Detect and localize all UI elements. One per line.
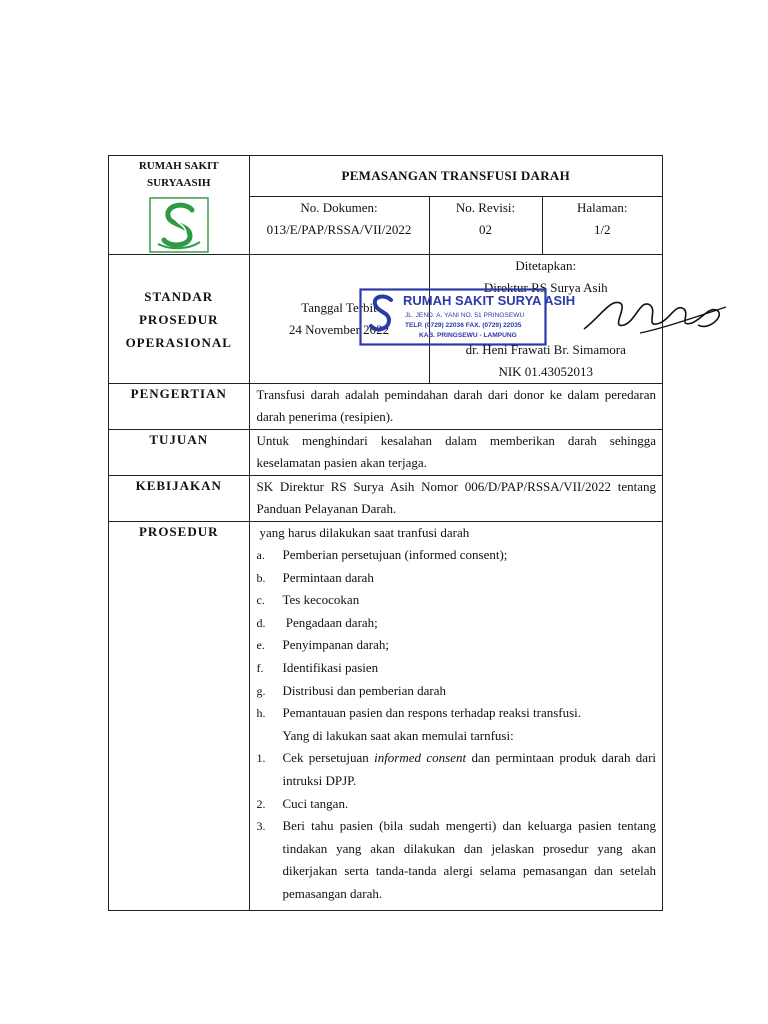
stamp-logo-icon (371, 297, 391, 330)
kebijakan-text: SK Direktur RS Surya Asih Nomor 006/D/PAP/RSSA/VII/2022 tentang Panduan Pelayanan Darah. (249, 476, 662, 522)
no-revisi-cell (429, 196, 542, 254)
prosedur-item (257, 612, 657, 635)
no-revisi-value: 02 (479, 221, 492, 237)
prosedur-item (257, 567, 657, 590)
prosedur-label: PROSEDUR (109, 522, 249, 910)
prosedur-item-text: Identifikasi pasien (282, 659, 379, 675)
stamp-telp: TELP. (0729) 22036 FAX. (0729) 22035 (405, 322, 522, 329)
tanggal-terbit-label: Tanggal Terbit (301, 300, 377, 315)
step-text-pre: Beri tahu pasien (bila sudah mengerti) dan keluarga pasien tentang tindakan yang akan dilakukan dan jelaskan prosedur yang akan dikerjakan serta tanda-tanda alergi selama pemasangan dan setelah pemasangan darah. (282, 818, 660, 901)
step-text-post: dan permintaan produk darah dari intruksi DPJP. (282, 750, 660, 788)
kebijakan-label: KEBIJAKAN (109, 476, 249, 522)
prosedur-item-marker: a. (256, 548, 265, 562)
step-text (282, 747, 660, 792)
prosedur-item (257, 702, 657, 725)
prosedur-item-text: Pemantauan pasien dan respons terhadap reaksi transfusi. (282, 705, 582, 721)
step-item (257, 793, 657, 816)
prosedur-item-text: Distribusi dan pemberian darah (282, 682, 447, 698)
stamp-address: JL. JEND. A. YANI NO. 51 PRINGSEWU (405, 312, 525, 319)
prosedur-item-marker: h. (256, 706, 266, 721)
document-title: PEMASANGAN TRANSFUSI DARAH (249, 156, 662, 196)
signature-icon (580, 289, 730, 341)
prosedur-item-text: Pengadaan darah; (282, 614, 378, 630)
tujuan-text: Untuk menghindari kesalahan dalam memberikan darah sehingga keselamatan pasien akan terjaga. (249, 430, 662, 476)
step-marker: 2. (256, 796, 266, 811)
prosedur-item-text: Permintaan darah (282, 569, 374, 585)
sop-label-line1: STANDAR (144, 288, 214, 304)
prosedur-item-text: Penyimpanan darah; (282, 637, 389, 653)
ditetapkan-label: Ditetapkan: (515, 258, 577, 273)
prosedur-item-marker: b. (256, 570, 266, 585)
prosedur-item-marker: e. (256, 638, 265, 653)
step-text (282, 815, 660, 905)
no-revisi-label: No. Revisi: (455, 199, 516, 215)
hospital-name-line2: SURYAASIH (147, 177, 211, 189)
prosedur-item (257, 680, 657, 703)
hospital-name (109, 156, 249, 192)
prosedur-item (257, 634, 657, 657)
sop-label (109, 255, 249, 384)
tanggal-terbit-value: 24 November 2022 (288, 322, 390, 337)
step-text-pre: Cuci tangan. (282, 795, 349, 811)
prosedur-intro: yang harus dilakukan saat tranfusi darah (259, 525, 470, 540)
stamp-name: RUMAH SAKIT SURYA ASIH (403, 293, 576, 308)
pengertian-label: PENGERTIAN (109, 384, 249, 430)
sop-document (108, 155, 663, 911)
halaman-label: Halaman: (576, 199, 628, 215)
prosedur-item-text: Pemberian persetujuan (informed consent); (282, 547, 508, 562)
hospital-name-line1: RUMAH SAKIT (138, 160, 219, 172)
prosedur-item-marker: d. (256, 615, 266, 630)
step-text-emphasis: informed consent (374, 750, 467, 766)
pengertian-text: Transfusi darah adalah pemindahan darah dari donor ke dalam peredaran darah penerima (resipien). (249, 384, 662, 430)
signer-name: dr. Heni Frawati Br. Simamora (465, 342, 626, 357)
signer-nik: NIK 01.43052013 (498, 364, 594, 379)
no-dokumen-value: 013/E/PAP/RSSA/VII/2022 (266, 221, 412, 237)
no-dokumen-cell (249, 196, 429, 254)
halaman-value: 1/2 (593, 221, 611, 237)
prosedur-item-text: Tes kecocokan (282, 592, 360, 608)
halaman-cell (542, 196, 662, 254)
direktur-title: Direktur RS Surya Asih (483, 280, 608, 295)
prosedur-content (249, 522, 662, 910)
tujuan-label: TUJUAN (109, 430, 249, 476)
sop-label-line2: PROSEDUR (138, 311, 219, 327)
step-marker: 1. (256, 751, 266, 766)
steps-list (256, 747, 660, 905)
prosedur-item-marker: c. (256, 593, 265, 608)
prosedur-item-marker: f. (256, 660, 264, 675)
prosedur-sub-intro: Yang di lakukan saat akan memulai tarnfusi: (282, 727, 514, 743)
prosedur-list (257, 544, 657, 725)
prosedur-item (257, 544, 657, 567)
step-text (283, 793, 657, 816)
step-marker: 3. (256, 819, 266, 834)
prosedur-item (257, 657, 657, 680)
prosedur-item-marker: g. (256, 683, 266, 698)
hospital-logo-icon (148, 196, 210, 254)
prosedur-item (257, 589, 657, 612)
no-dokumen-label: No. Dokumen: (300, 199, 378, 215)
sop-label-line3: OPERASIONAL (125, 334, 232, 350)
step-item (256, 747, 660, 792)
step-item (256, 815, 660, 905)
step-text-pre: Cek persetujuan (282, 750, 375, 766)
stamp-region: KAB. PRINGSEWU - LAMPUNG (419, 332, 517, 339)
sop-table (109, 156, 662, 910)
hospital-stamp (359, 288, 576, 346)
hospital-cell (109, 156, 249, 255)
